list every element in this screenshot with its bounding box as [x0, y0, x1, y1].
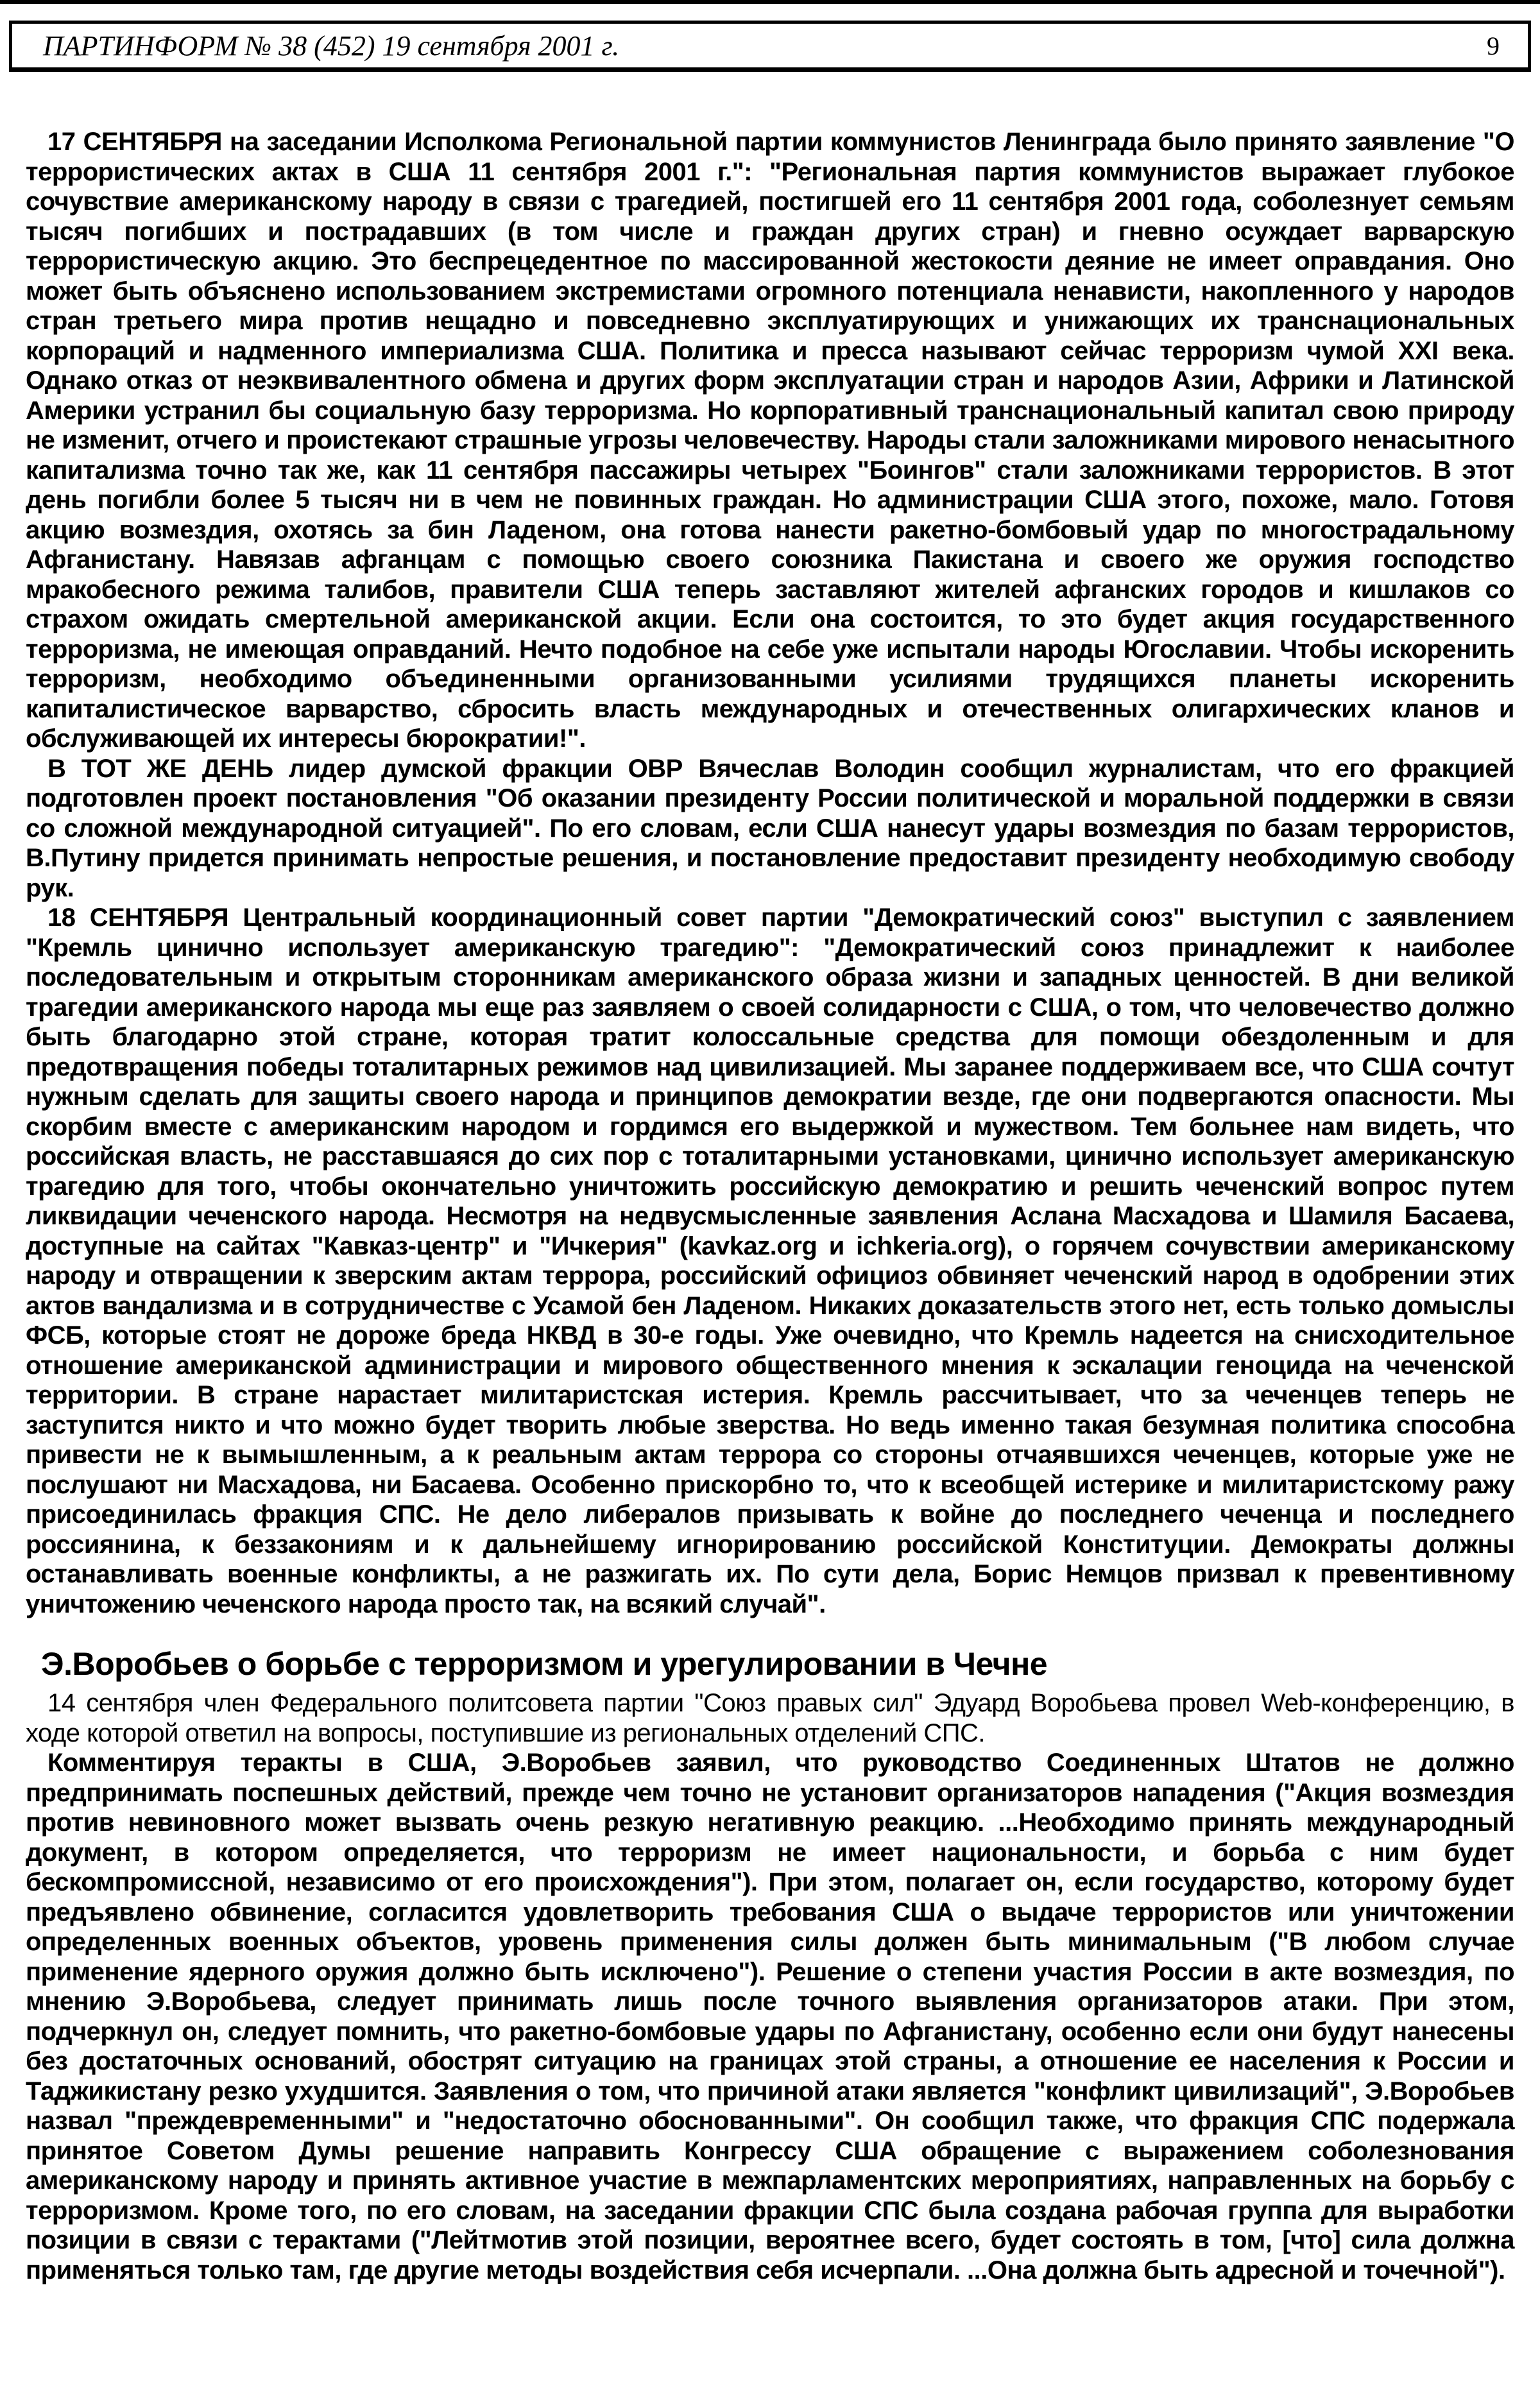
- article-body: [26, 127, 1514, 2285]
- section-heading: Э.Воробьев о борьбе с терроризмом и урегулировании в Чечне: [41, 1646, 1048, 1682]
- top-rule-divider: [0, 0, 1540, 4]
- masthead-title: ПАРТИНФОРМ № 38 (452) 19 сентября 2001 г.: [43, 30, 620, 62]
- news-paragraph-same-day: В ТОТ ЖЕ ДЕНЬ лидер думской фракции ОВР Вячеслав Володин сообщил журналистам, что его фракцией подготовлен проект постановления "Об оказании президенту России политической и моральной поддержки в связи со сложной международной ситуацией". По его словам, если США нанесут удары возмездия по базам террористов, В.Путину придется принимать непростые решения, и постановление предоставит президенту необходимую свободу рук.: [26, 754, 1514, 902]
- section-lead-paragraph: 14 сентября член Федерального политсовета партии "Союз правых сил" Эдуард Воробьева провел Web-конференцию, в ходе которой ответил на вопросы, поступившие из региональных отделений СПС.: [26, 1689, 1514, 1747]
- news-paragraph-18-september: 18 СЕНТЯБРЯ Центральный координационный совет партии "Демократический союз" выступил с заявлением "Кремль цинично использует американскую трагедию": "Демократический союз принадлежит к наиболее последовательным и открытым сторонникам американского образа жизни и западных ценностей. В дни великой трагедии американского народа мы еще раз заявляем о своей солидарности с США, о том, что человечество должно быть благодарно этой стране, которая тратит колоссальные средства для помощи обездоленным и для предотвращения победы тоталитарных режимов над цивилизацией. Мы заранее поддерживаем все, что США сочтут нужным сделать для защиты своего народа и принципов демократии везде, где они подвергаются опасности. Мы скорбим вместе с американским народом и гордимся его выдержкой и мужеством. Тем больнее нам видеть, что российская власть, не расставшаяся до сих пор с тоталитарными установками, цинично использует американскую трагедию для того, чтобы окончательно уничтожить российскую демократию и решить чеченский вопрос путем ликвидации чеченского народа. Несмотря на недвусмысленные заявления Аслана Масхадова и Шамиля Басаева, доступные на сайтах "Кавказ-центр" и "Ичкерия" (kavkaz.org и ichkeria.org), о горячем сочувствии американскому народу и отвращении к зверским актам террора, российский официоз обвиняет чеченский народ в одобрении этих актов вандализма и в сотрудничестве с Усамой бен Ладеном. Никаких доказательств этого нет, есть только домыслы ФСБ, которые стоят не дороже бреда НКВД в 30-е годы. Уже очевидно, что Кремль надеется на снисходительное отношение американской администрации и мирового общественного мнения к эскалации геноцида на чеченской территории. В стране нарастает милитаристская истерия. Кремль рассчитывает, что за чеченцев теперь не заступится никто и что можно будет творить любые зверства. Но ведь именно такая безумная политика способна привести не к вымышленным, а к реальным актам террора со стороны отчаявшихся чеченцев, которые уже не послушают ни Масхадова, ни Басаева. Особенно прискорбно то, что к всеобщей истерике и милитаристскому ражу присоединилась фракция СПС. Не дело либералов призывать к войне до последнего чеченца и последнего россиянина, к беззакониям и к дальнейшему игнорированию российской Конституции. Демократы должны останавливать военные конфликты, а не разжигать их. По сути дела, Борис Немцов призвал к превентивному уничтожению чеченского народа просто так, на всякий случай".: [26, 904, 1514, 1618]
- news-paragraph-17-september: 17 СЕНТЯБРЯ на заседании Исполкома Региональной партии коммунистов Ленинграда было принято заявление "О террористических актах в США 11 сентября 2001 г.": "Региональная партия коммунистов выражает глубокое сочувствие американскому народу в связи с трагедией, постигшей его 11 сентября 2001 года, соболезнует семьям тысяч погибших и пострадавших (в том числе и граждан других стран) и гневно осуждает варварскую террористическую акцию. Это беспрецедентное по массированной жестокости деяние не имеет оправдания. Оно может быть объяснено использованием экстремистами огромного потенциала ненависти, накопленного у народов стран третьего мира против нещадно и повседневно эксплуатирующих и унижающих их транснациональных корпораций и надменного империализма США. Политика и пресса называют сейчас терроризм чумой XXI века. Однако отказ от неэквивалентного обмена и других форм эксплуатации стран и народов Азии, Африки и Латинской Америки устранил бы социальную базу терроризма. Но корпоративный транснациональный капитал свою природу не изменит, отчего и проистекают страшные угрозы человечеству. Народы стали заложниками мирового ненасытного капитализма точно так же, как 11 сентября пассажиры четырех "Боингов" стали заложниками террористов. В этот день погибли более 5 тысяч ни в чем не повинных граждан. Но администрации США этого, похоже, мало. Готовя акцию возмездия, охотясь за бин Ладеном, она готова нанести ракетно-бомбовый удар по многострадальному Афганистану. Навязав афганцам с помощью своего союзника Пакистана и своего же оружия господство мракобесного режима талибов, правители США теперь заставляют жителей афганских городов и кишлаков со страхом ожидать смертельной американской акции. Если она состоится, то это будет акция государственного терроризма, не имеющая оправданий. Нечто подобное на себе уже испытали народы Югославии. Чтобы искоренить терроризм, необходимо объединенными организованными усилиями трудящихся планеты искоренить капиталистическое варварство, сбросить власть международных и отечественных олигархических кланов и обслуживающей их интересы бюрократии!".: [26, 128, 1514, 753]
- masthead: [9, 21, 1531, 72]
- section-body-paragraph: Комментируя теракты в США, Э.Воробьев заявил, что руководство Соединенных Штатов не должно предпринимать поспешных действий, прежде чем точно не установит организаторов нападения ("Акция возмездия против невиновного может вызвать очень резкую негативную реакцию. ...Необходимо принять международный документ, в котором определяется, что терроризм не имеет национальности, и борьба с ним будет бескомпромиссной, независимо от его происхождения"). При этом, полагает он, если государство, которому будет предъявлено обвинение, согласится удовлетворить требования США о выдаче террористов или уничтожении определенных военных объектов, уровень применения силы должен быть минимальным ("В любом случае применение ядерного оружия должно быть исключено"). Решение о степени участия России в акте возмездия, по мнению Э.Воробьева, следует принимать лишь после точного выявления организаторов атаки. При этом, подчеркнул он, следует помнить, что ракетно-бомбовые удары по Афганистану, особенно если они будут нанесены без достаточных оснований, обострят ситуацию на границах этой страны, а отношение ее населения к России и Таджикистану резко ухудшится. Заявления о том, что причиной атаки является "конфликт цивилизаций", Э.Воробьев назвал "преждевременными" и "недостаточно обоснованными". Он сообщил также, что фракция СПС подержала принятое Советом Думы решение направить Конгрессу США обращение с выражением соболезнования американскому народу и принять активное участие в межпарламентских мероприятиях, направленных на борьбу с терроризмом. Кроме того, по его словам, на заседании фракции СПС была создана рабочая группа для выработки позиции в связи с терактами ("Лейтмотив этой позиции, вероятнее всего, будет состоять в том, [что] сила должна применяться только там, где другие методы воздействия себя исчерпали. ...Она должна быть адресной и точечной").: [26, 1749, 1514, 2284]
- page-number: 9: [1487, 31, 1500, 60]
